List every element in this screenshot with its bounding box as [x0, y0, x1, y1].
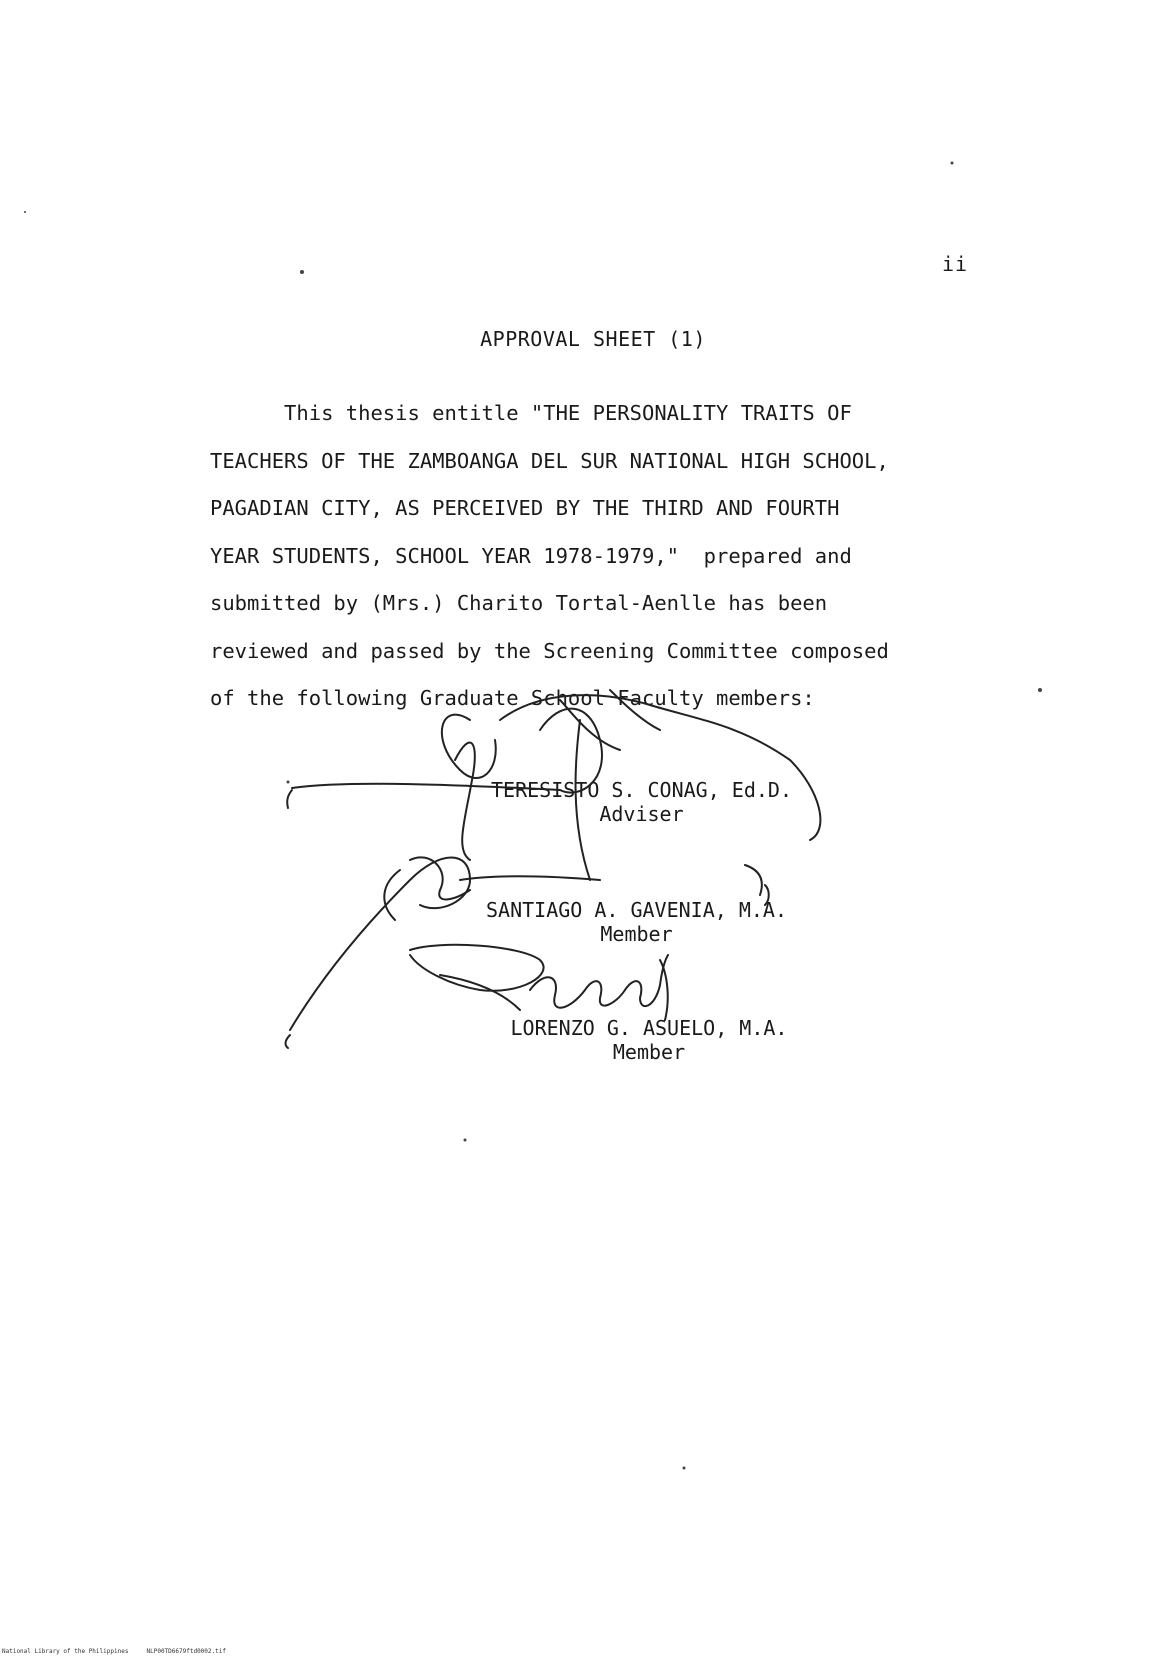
signatory-role: Member	[612, 1040, 686, 1064]
paragraph-line: submitted by (Mrs.) Charito Tortal-Aenlle has been	[210, 591, 828, 615]
page-number: ii	[942, 252, 969, 276]
paragraph-line: This thesis entitle "THE PERSONALITY TRAITS OF	[210, 401, 852, 425]
scan-footer: National Library of the Philippines NLP00TD6679ftd0002.tif	[2, 1648, 226, 1655]
paragraph-line: of the following Graduate School Faculty members:	[210, 686, 815, 710]
paragraph-line: reviewed and passed by the Screening Committee composed	[210, 638, 889, 663]
paragraph-line: TEACHERS OF THE ZAMBOANGA DEL SUR NATIONAL HIGH SCHOOL,	[210, 448, 889, 473]
signatory-name: SANTIAGO A. GAVENIA, M.A.	[485, 898, 788, 922]
page-title: APPROVAL SHEET (1)	[480, 327, 706, 351]
paragraph-line: PAGADIAN CITY, AS PERCEIVED BY THE THIRD AND FOURTH	[210, 496, 840, 520]
signatory-role: Member	[600, 922, 673, 946]
paragraph-line: YEAR STUDENTS, SCHOOL YEAR 1978-1979," prepared and	[210, 543, 852, 568]
signatory-name: LORENZO G. ASUELO, M.A.	[510, 1016, 788, 1040]
signatory-name: TERESISTO S. CONAG, Ed.D.	[490, 778, 793, 802]
signatory-role: Adviser	[599, 802, 684, 826]
